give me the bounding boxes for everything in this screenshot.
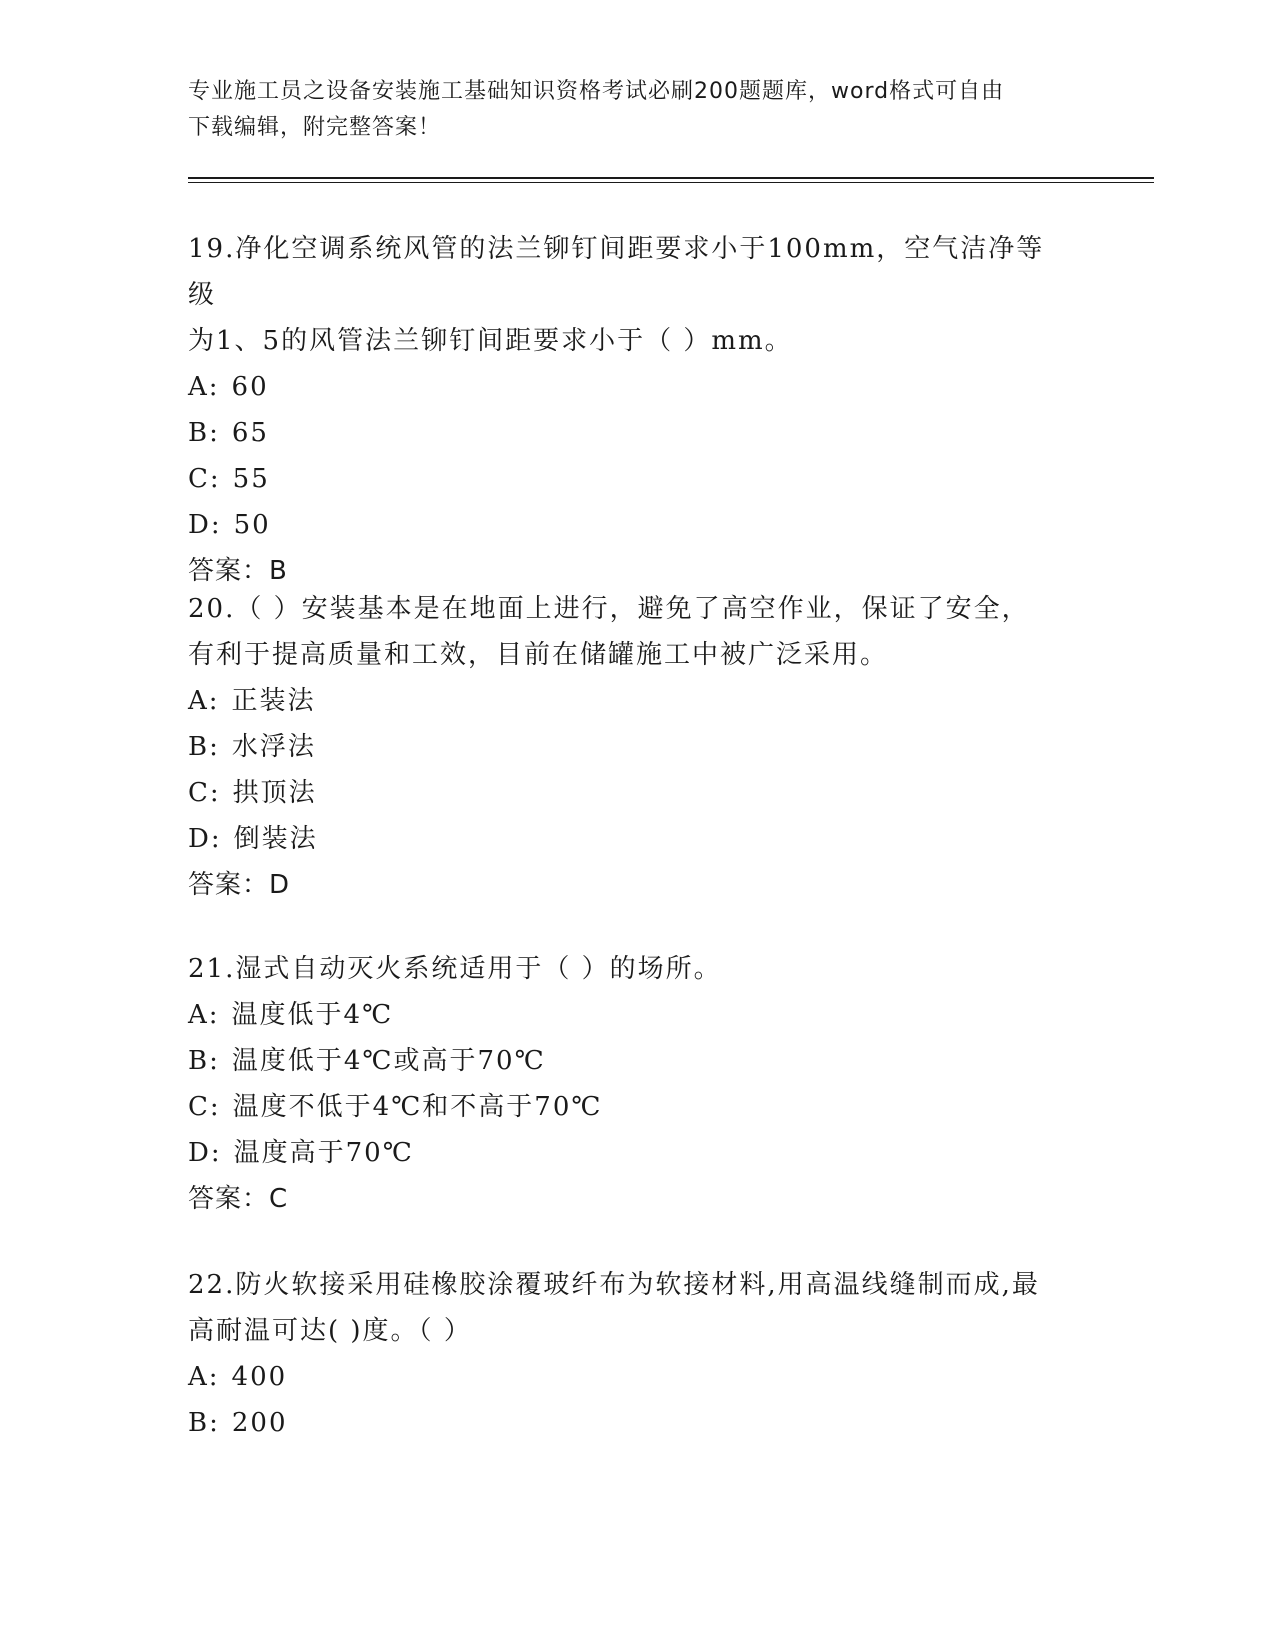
option-b — [188, 1038, 1068, 1084]
header-rule-thick — [188, 177, 1154, 179]
option-b — [188, 410, 1068, 456]
option-value: 水浮法 — [231, 732, 316, 762]
option-c — [188, 770, 1068, 816]
option-d — [188, 816, 1068, 862]
option-letter: A — [188, 372, 209, 402]
option-d — [188, 502, 1068, 548]
option-d — [188, 1130, 1068, 1176]
question-text-line: 高耐温可达( )度。（ ） — [188, 1316, 472, 1346]
option-value: 200 — [231, 1408, 288, 1438]
option-separator: : — [210, 824, 222, 854]
option-c — [188, 456, 1068, 502]
option-letter: C — [188, 778, 210, 808]
question-text-line: 20.（ ）安装基本是在地面上进行，避免了高空作业，保证了安全， — [188, 594, 1030, 624]
option-value: 温度低于4℃ — [231, 1000, 394, 1030]
option-value: 400 — [231, 1362, 288, 1392]
option-separator: : — [209, 464, 221, 494]
option-value: 65 — [231, 418, 269, 448]
option-separator: : — [209, 732, 220, 762]
question-22 — [188, 1262, 1068, 1446]
option-value: 60 — [231, 372, 269, 402]
question-text-line: 21.湿式自动灭火系统适用于（ ）的场所。 — [188, 954, 722, 984]
option-letter: B — [188, 732, 210, 762]
answer-line: 答案：B — [188, 556, 288, 586]
option-letter: A — [188, 686, 209, 716]
option-value: 拱顶法 — [232, 778, 317, 808]
option-a — [188, 992, 1068, 1038]
document-header — [188, 74, 1068, 146]
option-letter: A — [188, 1000, 209, 1030]
option-letter: A — [188, 1362, 209, 1392]
header-line-1: 专业施工员之设备安装施工基础知识资格考试必刷200题题库，word格式可自由 — [188, 79, 1005, 104]
option-separator: : — [208, 372, 220, 402]
question-20 — [188, 586, 1068, 908]
question-21 — [188, 946, 1068, 1222]
option-letter: B — [188, 418, 210, 448]
option-letter: D — [188, 824, 211, 854]
option-separator: : — [208, 1000, 220, 1030]
option-separator: : — [208, 1362, 220, 1392]
option-value: 温度不低于4℃和不高于70℃ — [232, 1092, 603, 1122]
option-b — [188, 724, 1068, 770]
option-separator: : — [209, 778, 221, 808]
answer-line: 答案：D — [188, 870, 291, 900]
option-value: 55 — [232, 464, 270, 494]
option-letter: B — [188, 1046, 210, 1076]
answer-line: 答案：C — [188, 1184, 289, 1214]
header-rule-thin — [188, 182, 1154, 183]
option-value: 倒装法 — [233, 824, 318, 854]
option-a — [188, 364, 1068, 410]
option-c — [188, 1084, 1068, 1130]
option-a — [188, 678, 1068, 724]
option-b — [188, 1400, 1068, 1446]
option-a — [188, 1354, 1068, 1400]
option-separator: : — [210, 510, 222, 540]
option-letter: C — [188, 1092, 210, 1122]
option-letter: D — [188, 1138, 211, 1168]
option-separator: : — [209, 1092, 221, 1122]
question-text-line: 为1、5的风管法兰铆钉间距要求小于（ ）mm。 — [188, 326, 793, 356]
option-separator: : — [209, 418, 220, 448]
option-value: 温度低于4℃或高于70℃ — [231, 1046, 546, 1076]
option-letter: D — [188, 510, 211, 540]
header-line-2: 下载编辑，附完整答案！ — [188, 115, 442, 140]
option-letter: C — [188, 464, 210, 494]
question-text-line: 有利于提高质量和工效，目前在储罐施工中被广泛采用。 — [188, 640, 889, 670]
option-value: 正装法 — [231, 686, 316, 716]
option-separator: : — [209, 1408, 220, 1438]
question-19 — [188, 226, 1068, 594]
question-text-line: 19.净化空调系统风管的法兰铆钉间距要求小于100mm，空气洁净等级 — [188, 234, 1045, 310]
option-value: 温度高于70℃ — [233, 1138, 414, 1168]
option-separator: : — [210, 1138, 222, 1168]
option-letter: B — [188, 1408, 210, 1438]
option-separator: : — [209, 1046, 220, 1076]
option-separator: : — [208, 686, 220, 716]
question-text-line: 22.防火软接采用硅橡胶涂覆玻纤布为软接材料,用高温线缝制而成,最 — [188, 1270, 1040, 1300]
option-value: 50 — [233, 510, 271, 540]
